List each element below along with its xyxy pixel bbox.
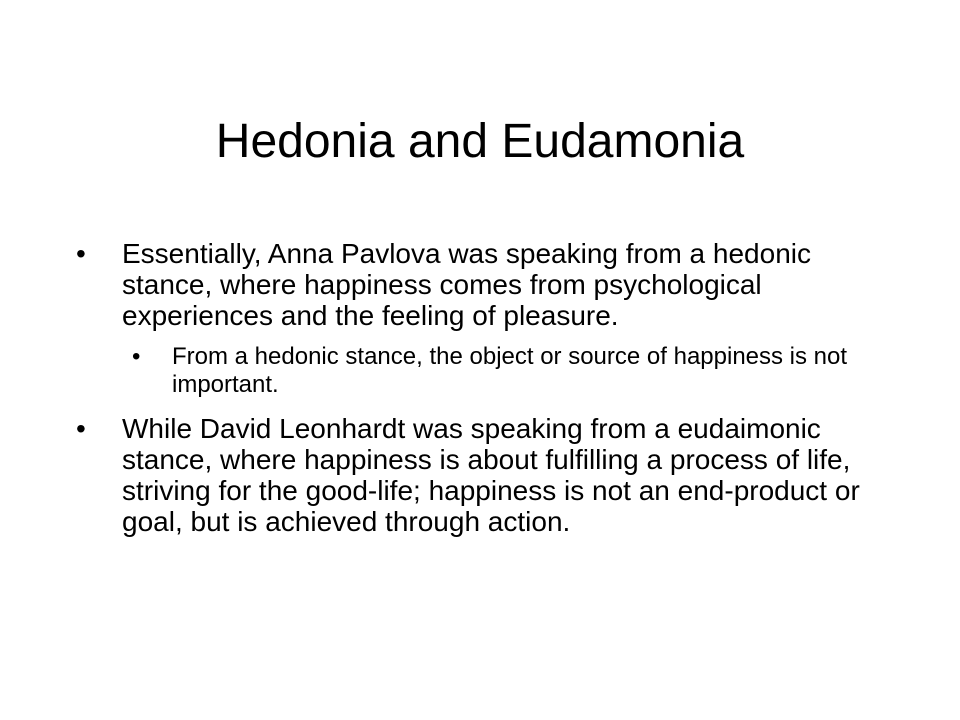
sub-bullet-text: From a hedonic stance, the object or source of happiness is not important. — [172, 343, 848, 398]
bullet-text: Essentially, Anna Pavlova was speaking from a hedonic stance, where happiness comes from psychological experiences and the feeling of pleasure. — [122, 238, 811, 331]
slide-title: Hedonia and Eudamonia — [215, 115, 745, 168]
bullet-icon: • — [76, 238, 86, 269]
bullet-icon: • — [76, 413, 86, 444]
bullet-list — [72, 238, 892, 549]
sub-bullet-item-hedonic-source — [72, 343, 892, 399]
bullet-icon: • — [132, 343, 141, 370]
bullet-item-eudaimonic — [72, 413, 892, 537]
bullet-item-hedonic — [72, 238, 892, 331]
bullet-text: While David Leonhardt was speaking from a eudaimonic stance, where happiness is about fulfilling a process of life, striving for the good-life; happiness is not an end-product or goal, but is achieved through action. — [122, 413, 860, 537]
